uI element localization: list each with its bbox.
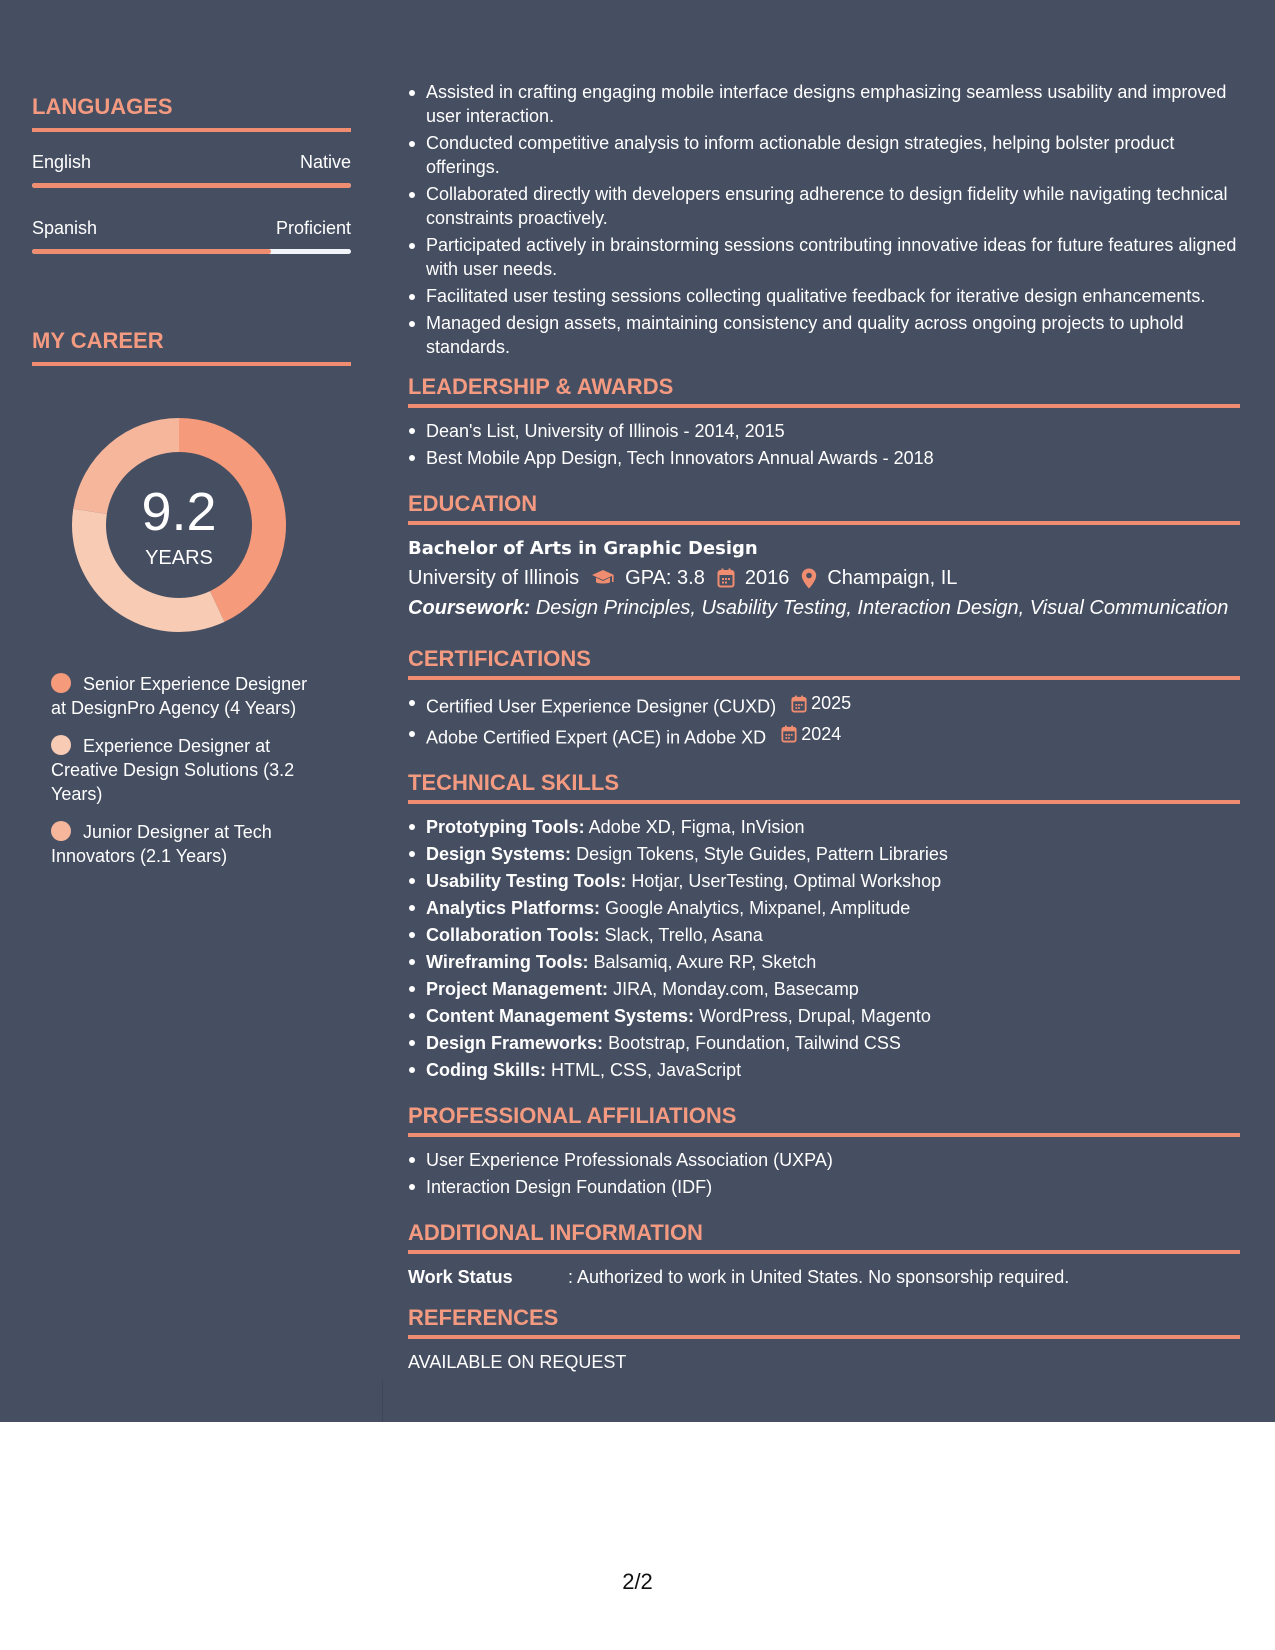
experience-bullet-list xyxy=(408,80,1240,359)
experience-bullet: Assisted in crafting engaging mobile interface designs emphasizing seamless usability and improved user interaction. xyxy=(408,80,1240,128)
skill-value: Bootstrap, Foundation, Tailwind CSS xyxy=(608,1033,901,1053)
skill-value: Adobe XD, Figma, InVision xyxy=(588,817,805,837)
experience-bullet: Collaborated directly with developers ensuring adherence to design fidelity while navigating technical constraints proactively. xyxy=(408,182,1240,230)
certification-year-text: 2025 xyxy=(811,693,852,713)
career-legend-item xyxy=(51,672,322,720)
coursework-list: Design Principles, Usability Testing, Interaction Design, Visual Communication xyxy=(535,597,1229,619)
skill-item xyxy=(408,841,1240,868)
additional-section xyxy=(408,1219,1240,1290)
main-content xyxy=(408,80,1240,1375)
award-item: Dean's List, University of Illinois - 2014, 2015 xyxy=(408,418,1240,445)
certification-year-text: 2024 xyxy=(801,723,842,744)
skill-label: Wireframing Tools: xyxy=(426,952,589,972)
calendar-icon xyxy=(791,695,807,713)
experience-bullet: Managed design assets, maintaining consistency and quality across ongoing projects to uphold standards. xyxy=(408,311,1240,359)
language-item xyxy=(32,150,351,188)
awards-list xyxy=(408,418,1240,472)
experience-bullet: Participated actively in brainstorming sessions contributing innovative ideas for future features aligned with user needs. xyxy=(408,233,1240,281)
languages-heading: LANGUAGES xyxy=(32,92,351,132)
affiliations-list xyxy=(408,1147,1240,1201)
skill-value: Balsamiq, Axure RP, Sketch xyxy=(593,952,817,972)
skill-value: HTML, CSS, JavaScript xyxy=(551,1060,742,1080)
skill-item xyxy=(408,868,1240,895)
skill-label: Design Systems: xyxy=(426,844,572,864)
language-proficiency-fill xyxy=(32,249,271,254)
career-legend xyxy=(32,672,322,868)
certification-year xyxy=(781,721,841,748)
school-name: University of Illinois xyxy=(408,567,580,589)
language-name: Spanish xyxy=(32,218,98,238)
calendar-icon xyxy=(781,725,797,743)
skills-heading: TECHNICAL SKILLS xyxy=(408,769,1240,804)
career-heading: MY CAREER xyxy=(32,326,351,366)
career-legend-item xyxy=(51,820,322,868)
skill-item xyxy=(408,814,1240,841)
affiliations-section xyxy=(408,1102,1240,1201)
award-item: Best Mobile App Design, Tech Innovators Annual Awards - 2018 xyxy=(408,445,1240,472)
career-legend-item xyxy=(51,734,322,806)
references-text: AVAILABLE ON REQUEST xyxy=(408,1352,627,1372)
certifications-heading: CERTIFICATIONS xyxy=(408,645,1240,680)
certification-item xyxy=(408,721,1240,752)
skill-value: Google Analytics, Mixpanel, Amplitude xyxy=(605,898,911,918)
school-location: Champaign, IL xyxy=(827,567,958,589)
graduation-year: 2016 xyxy=(744,567,790,589)
awards-heading: LEADERSHIP & AWARDS xyxy=(408,373,1240,408)
skill-label: Prototyping Tools: xyxy=(426,817,585,837)
gpa: GPA: 3.8 xyxy=(625,567,705,589)
certification-item xyxy=(408,690,1240,721)
skill-item xyxy=(408,922,1240,949)
skill-label: Project Management: xyxy=(426,979,609,999)
skill-label: Collaboration Tools: xyxy=(426,925,600,945)
legend-dot-icon xyxy=(51,735,71,755)
certification-year xyxy=(791,690,851,717)
education-section xyxy=(408,490,1240,623)
skill-value: Design Tokens, Style Guides, Pattern Libraries xyxy=(576,844,948,864)
certification-name: Certified User Experience Designer (CUXD) xyxy=(426,696,777,717)
career-total-years: 9.2 xyxy=(141,482,217,542)
skill-label: Coding Skills: xyxy=(426,1060,547,1080)
page-number: 2/2 xyxy=(622,1569,653,1594)
skill-value: Slack, Trello, Asana xyxy=(604,925,763,945)
affiliation-item: User Experience Professionals Association (UXPA) xyxy=(408,1147,1240,1174)
certification-name: Adobe Certified Expert (ACE) in Adobe XD xyxy=(426,727,767,747)
legend-dot-icon xyxy=(51,821,71,841)
career-role-text: Experience Designer at Creative Design Solutions (3.2 Years) xyxy=(51,736,295,804)
skill-label: Analytics Platforms: xyxy=(426,898,601,918)
education-details xyxy=(408,563,1240,593)
skills-list xyxy=(408,814,1240,1084)
work-status-value: : Authorized to work in United States. No sponsorship required. xyxy=(568,1267,1070,1287)
career-donut-chart xyxy=(64,410,294,640)
skill-item xyxy=(408,1057,1240,1084)
career-role-text: Junior Designer at Tech Innovators (2.1 Years) xyxy=(51,822,272,866)
skill-label: Content Management Systems: xyxy=(426,1006,695,1026)
language-level: Proficient xyxy=(275,218,351,238)
graduation-cap-icon xyxy=(591,569,615,587)
column-divider xyxy=(382,1380,383,1422)
skill-value: Hotjar, UserTesting, Optimal Workshop xyxy=(631,871,942,891)
references-section xyxy=(408,1304,1240,1375)
skill-item xyxy=(408,976,1240,1003)
skill-label: Design Frameworks: xyxy=(426,1033,604,1053)
sidebar xyxy=(32,92,351,882)
awards-section xyxy=(408,373,1240,472)
experience-bullet: Facilitated user testing sessions collecting qualitative feedback for iterative design enhancements. xyxy=(408,284,1240,308)
skill-value: WordPress, Drupal, Magento xyxy=(699,1006,931,1026)
skills-section xyxy=(408,769,1240,1084)
certifications-list xyxy=(408,690,1240,751)
calendar-icon xyxy=(717,568,735,588)
skill-item xyxy=(408,1003,1240,1030)
certifications-section xyxy=(408,645,1240,751)
language-name: English xyxy=(32,152,92,172)
references-heading: REFERENCES xyxy=(408,1304,1240,1339)
skill-value: JIRA, Monday.com, Basecamp xyxy=(613,979,859,999)
legend-dot-icon xyxy=(51,673,71,693)
work-status-label: Work Status xyxy=(408,1267,513,1287)
coursework xyxy=(408,593,1240,623)
language-level: Native xyxy=(299,152,351,172)
degree-title: Bachelor of Arts in Graphic Design xyxy=(408,538,758,559)
skill-item xyxy=(408,949,1240,976)
experience-bullet: Conducted competitive analysis to inform actionable design strategies, helping bolster product offerings. xyxy=(408,131,1240,179)
education-heading: EDUCATION xyxy=(408,490,1240,525)
language-item xyxy=(32,216,351,254)
affiliation-item: Interaction Design Foundation (IDF) xyxy=(408,1174,1240,1201)
additional-heading: ADDITIONAL INFORMATION xyxy=(408,1219,1240,1254)
language-proficiency-bar xyxy=(32,249,351,254)
skill-label: Usability Testing Tools: xyxy=(426,871,627,891)
career-role-text: Senior Experience Designer at DesignPro Agency (4 Years) xyxy=(51,674,308,718)
work-status-row xyxy=(408,1264,1240,1290)
language-proficiency-fill xyxy=(32,183,351,188)
career-years-label: YEARS xyxy=(145,547,213,569)
coursework-label: Coursework: xyxy=(408,597,531,619)
map-pin-icon xyxy=(801,568,817,589)
skill-item xyxy=(408,895,1240,922)
skill-item xyxy=(408,1030,1240,1057)
language-proficiency-bar xyxy=(32,183,351,188)
affiliations-heading: PROFESSIONAL AFFILIATIONS xyxy=(408,1102,1240,1137)
